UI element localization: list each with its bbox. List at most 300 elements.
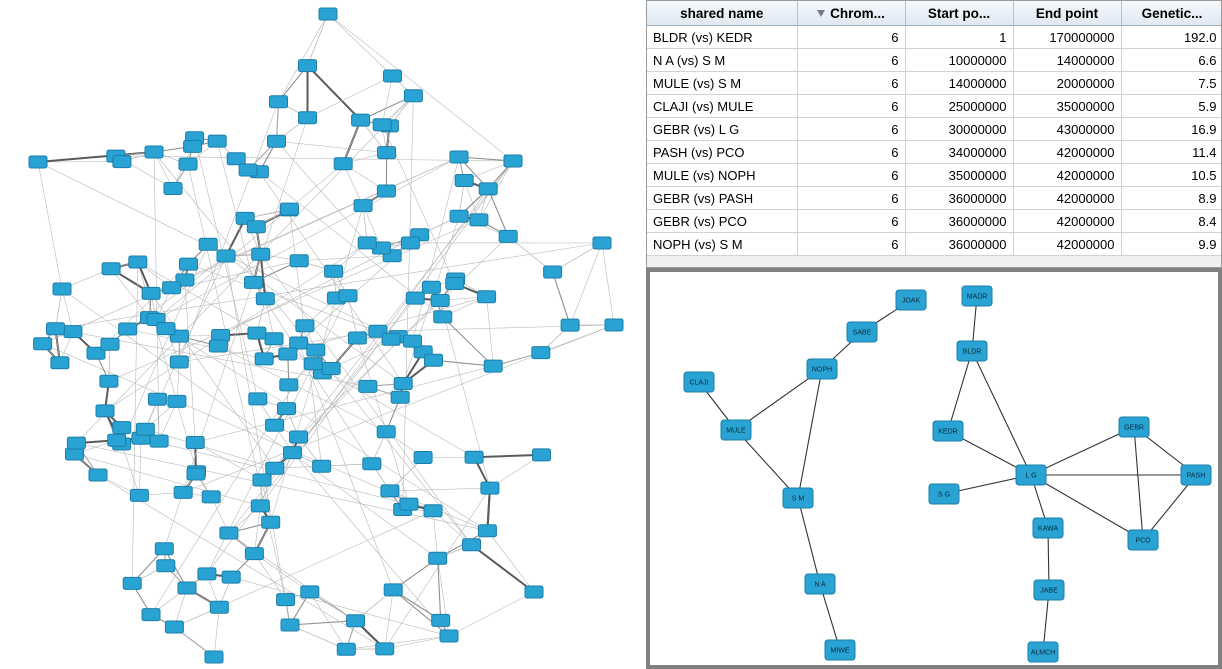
network-node[interactable] [178,582,196,594]
node-shape[interactable] [347,615,365,627]
node-shape[interactable] [313,460,331,472]
network-node[interactable] [165,621,183,633]
node-shape[interactable] [470,214,488,226]
network-node[interactable] [296,320,314,332]
subnetwork-node[interactable] [1034,580,1064,600]
node-shape[interactable] [130,489,148,501]
network-node[interactable] [484,360,502,372]
node-shape[interactable] [239,164,257,176]
node-shape[interactable] [307,344,325,356]
node-shape[interactable] [337,643,355,655]
network-node[interactable] [378,147,396,159]
node-shape[interactable] [251,500,269,512]
node-shape[interactable] [113,156,131,168]
network-node[interactable] [363,458,381,470]
network-node[interactable] [64,326,82,338]
node-shape[interactable] [249,393,267,405]
subnetwork-node[interactable] [929,484,959,504]
table-row[interactable] [647,26,1222,49]
network-node[interactable] [377,185,395,197]
network-node[interactable] [277,594,295,606]
node-shape[interactable] [252,248,270,260]
network-node[interactable] [96,405,114,417]
network-node[interactable] [249,393,267,405]
network-node[interactable] [108,434,126,446]
node-shape[interactable] [102,263,120,275]
node-shape[interactable] [281,619,299,631]
node-shape[interactable] [100,375,118,387]
network-node[interactable] [450,210,468,222]
subnetwork-view[interactable] [646,268,1222,669]
network-node[interactable] [130,489,148,501]
table-body[interactable] [647,26,1222,256]
node-shape[interactable] [180,258,198,270]
node-shape[interactable] [593,237,611,249]
node-shape[interactable] [290,431,308,443]
network-node[interactable] [532,347,550,359]
node-shape[interactable] [358,237,376,249]
network-node[interactable] [255,353,273,365]
subnetwork-node[interactable] [825,640,855,660]
node-shape[interactable] [64,326,82,338]
data-table-panel[interactable] [646,0,1222,268]
network-node[interactable] [504,155,522,167]
node-shape[interactable] [334,158,352,170]
node-shape[interactable] [179,158,197,170]
node-shape[interactable] [284,447,302,459]
network-node[interactable] [47,323,65,335]
node-shape[interactable] [479,183,497,195]
node-shape[interactable] [136,423,154,435]
node-shape[interactable] [163,282,181,294]
node-shape[interactable] [142,287,160,299]
node-shape[interactable] [465,451,483,463]
node-shape[interactable] [170,356,188,368]
subnetwork-node[interactable] [1033,518,1063,538]
node-shape[interactable] [290,337,308,349]
subnetwork-node[interactable] [957,341,987,361]
node-shape[interactable] [129,256,147,268]
network-node[interactable] [377,426,395,438]
node-shape[interactable] [322,363,340,375]
network-node[interactable] [164,183,182,195]
network-node[interactable] [376,643,394,655]
network-node[interactable] [465,451,483,463]
node-shape[interactable] [205,651,223,663]
node-shape[interactable] [504,155,522,167]
network-node[interactable] [270,96,288,108]
node-shape[interactable] [142,609,160,621]
node-shape[interactable] [290,255,308,267]
network-node[interactable] [142,287,160,299]
network-node[interactable] [431,295,449,307]
node-shape[interactable] [481,482,499,494]
node-shape[interactable] [377,185,395,197]
network-node[interactable] [299,60,317,72]
subnetwork-node[interactable] [1181,465,1211,485]
column-header-shared-name[interactable] [647,1,797,26]
node-shape[interactable] [255,353,273,365]
network-node[interactable] [440,630,458,642]
large-network-nodes[interactable] [29,8,623,663]
node-shape[interactable] [429,552,447,564]
node-shape[interactable] [247,221,265,233]
network-node[interactable] [280,203,298,215]
network-node[interactable] [544,266,562,278]
network-node[interactable] [348,332,366,344]
network-node[interactable] [384,584,402,596]
network-node[interactable] [424,505,442,517]
node-shape[interactable] [463,539,481,551]
network-node[interactable] [280,379,298,391]
network-node[interactable] [281,619,299,631]
node-shape[interactable] [123,577,141,589]
network-node[interactable] [290,255,308,267]
node-shape[interactable] [220,527,238,539]
node-shape[interactable] [352,114,370,126]
node-shape[interactable] [359,380,377,392]
network-node[interactable] [605,319,623,331]
node-shape[interactable] [268,135,286,147]
table-row[interactable] [647,187,1222,210]
table-row[interactable] [647,49,1222,72]
node-shape[interactable] [150,435,168,447]
node-shape[interactable] [208,135,226,147]
network-node[interactable] [319,8,337,20]
network-node[interactable] [481,482,499,494]
network-node[interactable] [66,448,84,460]
node-shape[interactable] [424,505,442,517]
node-shape[interactable] [29,156,47,168]
network-node[interactable] [53,283,71,295]
network-node[interactable] [290,431,308,443]
subnetwork-nodes[interactable] [684,286,1211,662]
network-node[interactable] [265,333,283,345]
network-node[interactable] [352,114,370,126]
node-shape[interactable] [89,469,107,481]
node-shape[interactable] [47,323,65,335]
network-node[interactable] [499,230,517,242]
node-shape[interactable] [404,90,422,102]
node-shape[interactable] [299,112,317,124]
network-node[interactable] [145,146,163,158]
network-node[interactable] [136,423,154,435]
network-node[interactable] [446,278,464,290]
node-shape[interactable] [544,266,562,278]
node-shape[interactable] [394,378,412,390]
network-node[interactable] [373,119,391,131]
node-shape[interactable] [280,379,298,391]
network-node[interactable] [339,290,357,302]
node-shape[interactable] [184,140,202,152]
subnetwork-node[interactable] [1128,530,1158,550]
network-node[interactable] [209,340,227,352]
network-node[interactable] [184,140,202,152]
node-shape[interactable] [384,70,402,82]
node-shape[interactable] [450,151,468,163]
network-node[interactable] [381,485,399,497]
filter-icon[interactable] [817,9,826,18]
network-node[interactable] [404,90,422,102]
network-node[interactable] [304,358,322,370]
node-shape[interactable] [348,332,366,344]
network-node[interactable] [406,292,424,304]
network-node[interactable] [322,363,340,375]
network-node[interactable] [299,112,317,124]
network-node[interactable] [279,348,297,360]
node-shape[interactable] [373,119,391,131]
network-node[interactable] [463,539,481,551]
network-node[interactable] [337,643,355,655]
node-shape[interactable] [67,437,85,449]
node-shape[interactable] [119,323,137,335]
node-shape[interactable] [401,237,419,249]
network-node[interactable] [227,153,245,165]
network-node[interactable] [205,651,223,663]
node-shape[interactable] [406,292,424,304]
network-node[interactable] [593,237,611,249]
network-node[interactable] [354,200,372,212]
node-shape[interactable] [499,230,517,242]
network-node[interactable] [113,156,131,168]
node-shape[interactable] [525,586,543,598]
node-shape[interactable] [301,586,319,598]
node-shape[interactable] [434,311,452,323]
node-shape[interactable] [108,434,126,446]
network-node[interactable] [155,543,173,555]
subnetwork-node[interactable] [721,420,751,440]
subnetwork-node[interactable] [896,290,926,310]
node-shape[interactable] [164,183,182,195]
network-node[interactable] [384,70,402,82]
node-shape[interactable] [432,614,450,626]
node-shape[interactable] [245,548,263,560]
network-node[interactable] [422,281,440,293]
network-node[interactable] [307,344,325,356]
node-shape[interactable] [484,360,502,372]
network-node[interactable] [251,500,269,512]
network-node[interactable] [262,516,280,528]
network-node[interactable] [168,395,186,407]
node-shape[interactable] [382,333,400,345]
network-node[interactable] [470,214,488,226]
node-shape[interactable] [198,568,216,580]
node-shape[interactable] [199,238,217,250]
network-node[interactable] [186,437,204,449]
column-header-start-point[interactable] [905,1,1013,26]
network-node[interactable] [174,486,192,498]
node-shape[interactable] [113,422,131,434]
column-header-end-point[interactable] [1013,1,1121,26]
network-node[interactable] [455,175,473,187]
network-node[interactable] [202,491,220,503]
node-shape[interactable] [478,291,496,303]
network-node[interactable] [266,462,284,474]
node-shape[interactable] [174,486,192,498]
node-shape[interactable] [533,449,551,461]
network-node[interactable] [334,158,352,170]
node-shape[interactable] [168,395,186,407]
node-shape[interactable] [404,335,422,347]
network-node[interactable] [123,577,141,589]
node-shape[interactable] [145,146,163,158]
node-shape[interactable] [210,601,228,613]
node-shape[interactable] [265,333,283,345]
network-node[interactable] [29,156,47,168]
column-header-genetic[interactable] [1121,1,1222,26]
subnetwork-node[interactable] [807,359,837,379]
node-shape[interactable] [450,210,468,222]
network-node[interactable] [394,378,412,390]
network-node[interactable] [100,375,118,387]
network-node[interactable] [252,248,270,260]
network-node[interactable] [533,449,551,461]
network-node[interactable] [325,265,343,277]
node-shape[interactable] [202,491,220,503]
network-node[interactable] [102,263,120,275]
node-shape[interactable] [279,348,297,360]
subnetwork-node[interactable] [783,488,813,508]
network-node[interactable] [404,335,422,347]
node-shape[interactable] [446,278,464,290]
node-shape[interactable] [561,319,579,331]
node-shape[interactable] [178,582,196,594]
network-node[interactable] [119,323,137,335]
node-shape[interactable] [478,525,496,537]
node-shape[interactable] [256,293,274,305]
network-node[interactable] [400,498,418,510]
network-node[interactable] [245,548,263,560]
network-node[interactable] [266,419,284,431]
node-shape[interactable] [278,403,296,415]
network-node[interactable] [256,293,274,305]
node-shape[interactable] [319,8,337,20]
node-shape[interactable] [53,283,71,295]
node-shape[interactable] [339,290,357,302]
node-shape[interactable] [400,498,418,510]
network-node[interactable] [561,319,579,331]
network-node[interactable] [157,323,175,335]
network-node[interactable] [278,403,296,415]
network-node[interactable] [290,337,308,349]
network-node[interactable] [479,183,497,195]
node-shape[interactable] [280,203,298,215]
node-shape[interactable] [384,584,402,596]
network-node[interactable] [89,469,107,481]
node-shape[interactable] [186,437,204,449]
node-shape[interactable] [354,200,372,212]
network-node[interactable] [478,291,496,303]
subnetwork-node[interactable] [1028,642,1058,662]
network-node[interactable] [210,601,228,613]
network-node[interactable] [245,276,263,288]
network-node[interactable] [247,221,265,233]
node-shape[interactable] [381,485,399,497]
table-row[interactable] [647,118,1222,141]
node-shape[interactable] [270,96,288,108]
node-shape[interactable] [266,462,284,474]
table-row[interactable] [647,95,1222,118]
network-node[interactable] [157,560,175,572]
node-shape[interactable] [378,147,396,159]
network-node[interactable] [401,237,419,249]
node-shape[interactable] [34,338,52,350]
network-node[interactable] [253,474,271,486]
network-node[interactable] [358,237,376,249]
network-node[interactable] [359,380,377,392]
table-row[interactable] [647,210,1222,233]
node-shape[interactable] [422,281,440,293]
network-node[interactable] [450,151,468,163]
network-node[interactable] [51,357,69,369]
node-shape[interactable] [440,630,458,642]
column-header-chromosome[interactable] [797,1,905,26]
node-shape[interactable] [377,426,395,438]
node-shape[interactable] [187,468,205,480]
subnetwork-node[interactable] [1016,465,1046,485]
node-shape[interactable] [96,405,114,417]
network-node[interactable] [432,614,450,626]
node-shape[interactable] [51,357,69,369]
network-node[interactable] [313,460,331,472]
subnetwork-node[interactable] [962,286,992,306]
network-node[interactable] [217,250,235,262]
subnetwork-node[interactable] [805,574,835,594]
subnetwork-node[interactable] [933,421,963,441]
node-shape[interactable] [299,60,317,72]
node-shape[interactable] [391,391,409,403]
network-node[interactable] [434,311,452,323]
node-shape[interactable] [455,175,473,187]
network-node[interactable] [34,338,52,350]
network-node[interactable] [478,525,496,537]
network-node[interactable] [268,135,286,147]
network-node[interactable] [391,391,409,403]
node-shape[interactable] [66,448,84,460]
node-shape[interactable] [157,560,175,572]
node-shape[interactable] [296,320,314,332]
network-node[interactable] [220,527,238,539]
node-shape[interactable] [148,393,166,405]
node-shape[interactable] [253,474,271,486]
network-node[interactable] [148,393,166,405]
network-node[interactable] [199,238,217,250]
network-node[interactable] [180,258,198,270]
results-table[interactable] [647,1,1222,256]
network-node[interactable] [414,452,432,464]
node-shape[interactable] [155,543,173,555]
subnetwork-node[interactable] [847,322,877,342]
network-node[interactable] [170,356,188,368]
network-node[interactable] [208,135,226,147]
node-shape[interactable] [101,338,119,350]
node-shape[interactable] [325,265,343,277]
network-node[interactable] [248,327,266,339]
network-node[interactable] [347,615,365,627]
subnetwork-node[interactable] [684,372,714,392]
node-shape[interactable] [266,419,284,431]
node-shape[interactable] [209,340,227,352]
network-node[interactable] [163,282,181,294]
network-node[interactable] [382,333,400,345]
network-node[interactable] [142,609,160,621]
node-shape[interactable] [304,358,322,370]
network-node[interactable] [187,468,205,480]
node-shape[interactable] [425,354,443,366]
network-node[interactable] [425,354,443,366]
node-shape[interactable] [165,621,183,633]
network-node[interactable] [101,338,119,350]
